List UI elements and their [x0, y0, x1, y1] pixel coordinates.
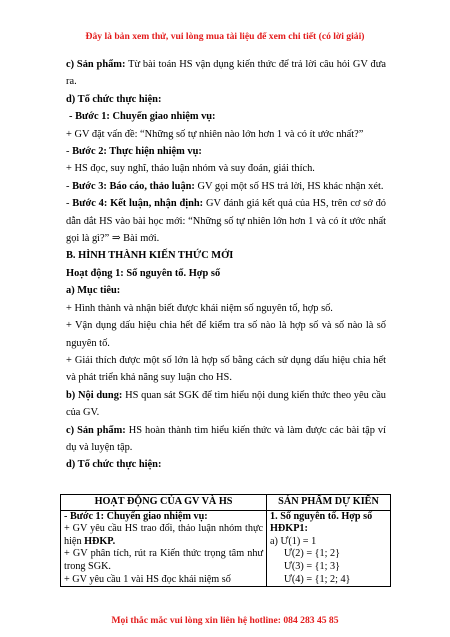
goal-heading: a) Mục tiêu:	[66, 285, 121, 297]
step4-text: GV đánh giá kết quả của HS, trên cơ sở đó dẫn dắt HS vào bài học mới: “Những số tự nhiên lớn hơn 1 và có ít ước nhất gọi là gì?” ⇒ Bài mới.	[66, 198, 386, 245]
step2-text: + HS đọc, suy nghĩ, thảo luận nhóm và suy đoán, giải thích.	[66, 163, 315, 175]
table-header-row	[61, 495, 391, 511]
goal-item: + Giải thích được một số lớn là hợp số bằng cách sử dụng dấu hiệu chia hết và phát triển khả năng suy luận cho HS.	[66, 354, 386, 384]
step3-paragraph: - Bước 3: Báo cáo, thảo luận: GV gọi một số HS trả lời, HS khác nhận xét.	[66, 180, 384, 192]
divisor-line: Ư(2) = {1; 2}	[284, 548, 340, 560]
goal-item: + Hình thành và nhận biết được khái niệm số nguyên tố, hợp số.	[66, 302, 333, 314]
table-line-text: + GV yêu cầu HS trao đổi, thảo luận nhóm thực hiện	[64, 523, 263, 547]
step3-text: GV gọi một số HS trả lời, HS khác nhận xét.	[194, 180, 384, 192]
table-step1-label: - Bước 1: Chuyển giao nhiệm vụ:	[64, 510, 208, 522]
product2-paragraph	[66, 422, 386, 457]
organization2-heading: d) Tổ chức thực hiện:	[66, 459, 162, 471]
step2-label: Bước 2: Thực hiện nhiệm vụ:	[72, 146, 202, 158]
content-label: b) Nội dung:	[66, 389, 123, 401]
activity1-heading: Hoạt động 1: Số nguyên tố. Hợp số	[66, 267, 221, 279]
product2-label: c) Sản phẩm:	[66, 424, 126, 436]
table-line: + GV phân tích, rút ra Kiến thức trọng tâm như trong SGK.	[64, 548, 263, 572]
table-header-product: SẢN PHẨM DỰ KIẾN	[267, 495, 391, 511]
preview-banner: Đây là bản xem thử, vui lòng mua tài liệu để xem chi tiết (có lời giải)	[85, 31, 365, 42]
hotline-banner: Mọi thắc mắc vui lòng xin liên hệ hotline: 084 283 45 85	[111, 615, 339, 626]
step3-label: Bước 3: Báo cáo, thảo luận:	[72, 180, 195, 192]
section-b-heading: B. HÌNH THÀNH KIẾN THỨC MỚI	[66, 250, 234, 262]
step1-heading: - Bước 1: Chuyển giao nhiệm vụ:	[69, 111, 216, 123]
activity-cell	[61, 510, 267, 587]
document-body	[66, 56, 386, 474]
hdkp-label: HĐKP.	[84, 535, 116, 547]
table-line: + GV yêu cầu 1 vài HS đọc khái niệm số	[64, 573, 231, 585]
content-text: HS quan sát SGK để tìm hiểu nội dung kiến thức theo yêu cầu của GV.	[66, 389, 386, 419]
step1-label: Bước 1: Chuyển giao nhiệm vụ:	[75, 111, 216, 123]
hdkp1-label: HĐKP1:	[270, 523, 308, 535]
prime-title: 1. Số nguyên tố. Hợp số	[270, 510, 373, 522]
step4-label: Bước 4: Kết luận, nhận định:	[72, 198, 204, 210]
product-label: c) Sản phẩm:	[66, 59, 126, 70]
step1-text: + GV đặt vấn đề: “Những số tự nhiên nào lớn hơn 1 và có ít ước nhất?”	[66, 128, 364, 140]
activity-table	[60, 494, 391, 587]
goal-item: + Vận dụng dấu hiệu chia hết để kiểm tra số nào là hợp số và số nào là số nguyên tố.	[66, 320, 386, 349]
product-text: Từ bài toán HS vận dụng kiến thức để trả lời câu hỏi GV đưa ra.	[66, 59, 386, 88]
product-cell	[267, 510, 391, 587]
table-line	[64, 523, 263, 548]
divisor-line: a) Ư(1) = 1	[270, 535, 317, 547]
divisor-line: Ư(4) = {1; 2; 4}	[284, 573, 351, 585]
content-paragraph	[66, 387, 386, 422]
organization-heading: d) Tổ chức thực hiện:	[66, 93, 162, 105]
product-paragraph	[66, 56, 386, 91]
step2-heading: - Bước 2: Thực hiện nhiệm vụ:	[66, 146, 202, 158]
divisor-line: Ư(3) = {1; 3}	[284, 560, 340, 572]
table-row	[61, 510, 391, 587]
table-header-activity: HOẠT ĐỘNG CỦA GV VÀ HS	[61, 495, 267, 511]
product2-text: HS hoàn thành tìm hiểu kiến thức và làm được các bài tập ví dụ và luyện tập.	[66, 424, 386, 453]
step4-paragraph: - Bước 4: Kết luận, nhận định: GV đánh giá kết quả của HS, trên cơ sở đó dẫn dắt HS vào bài học mới: “Những số tự nhiên lớn hơn 1 và có ít ước nhất gọi là gì?” ⇒ Bài mới.	[66, 198, 386, 245]
